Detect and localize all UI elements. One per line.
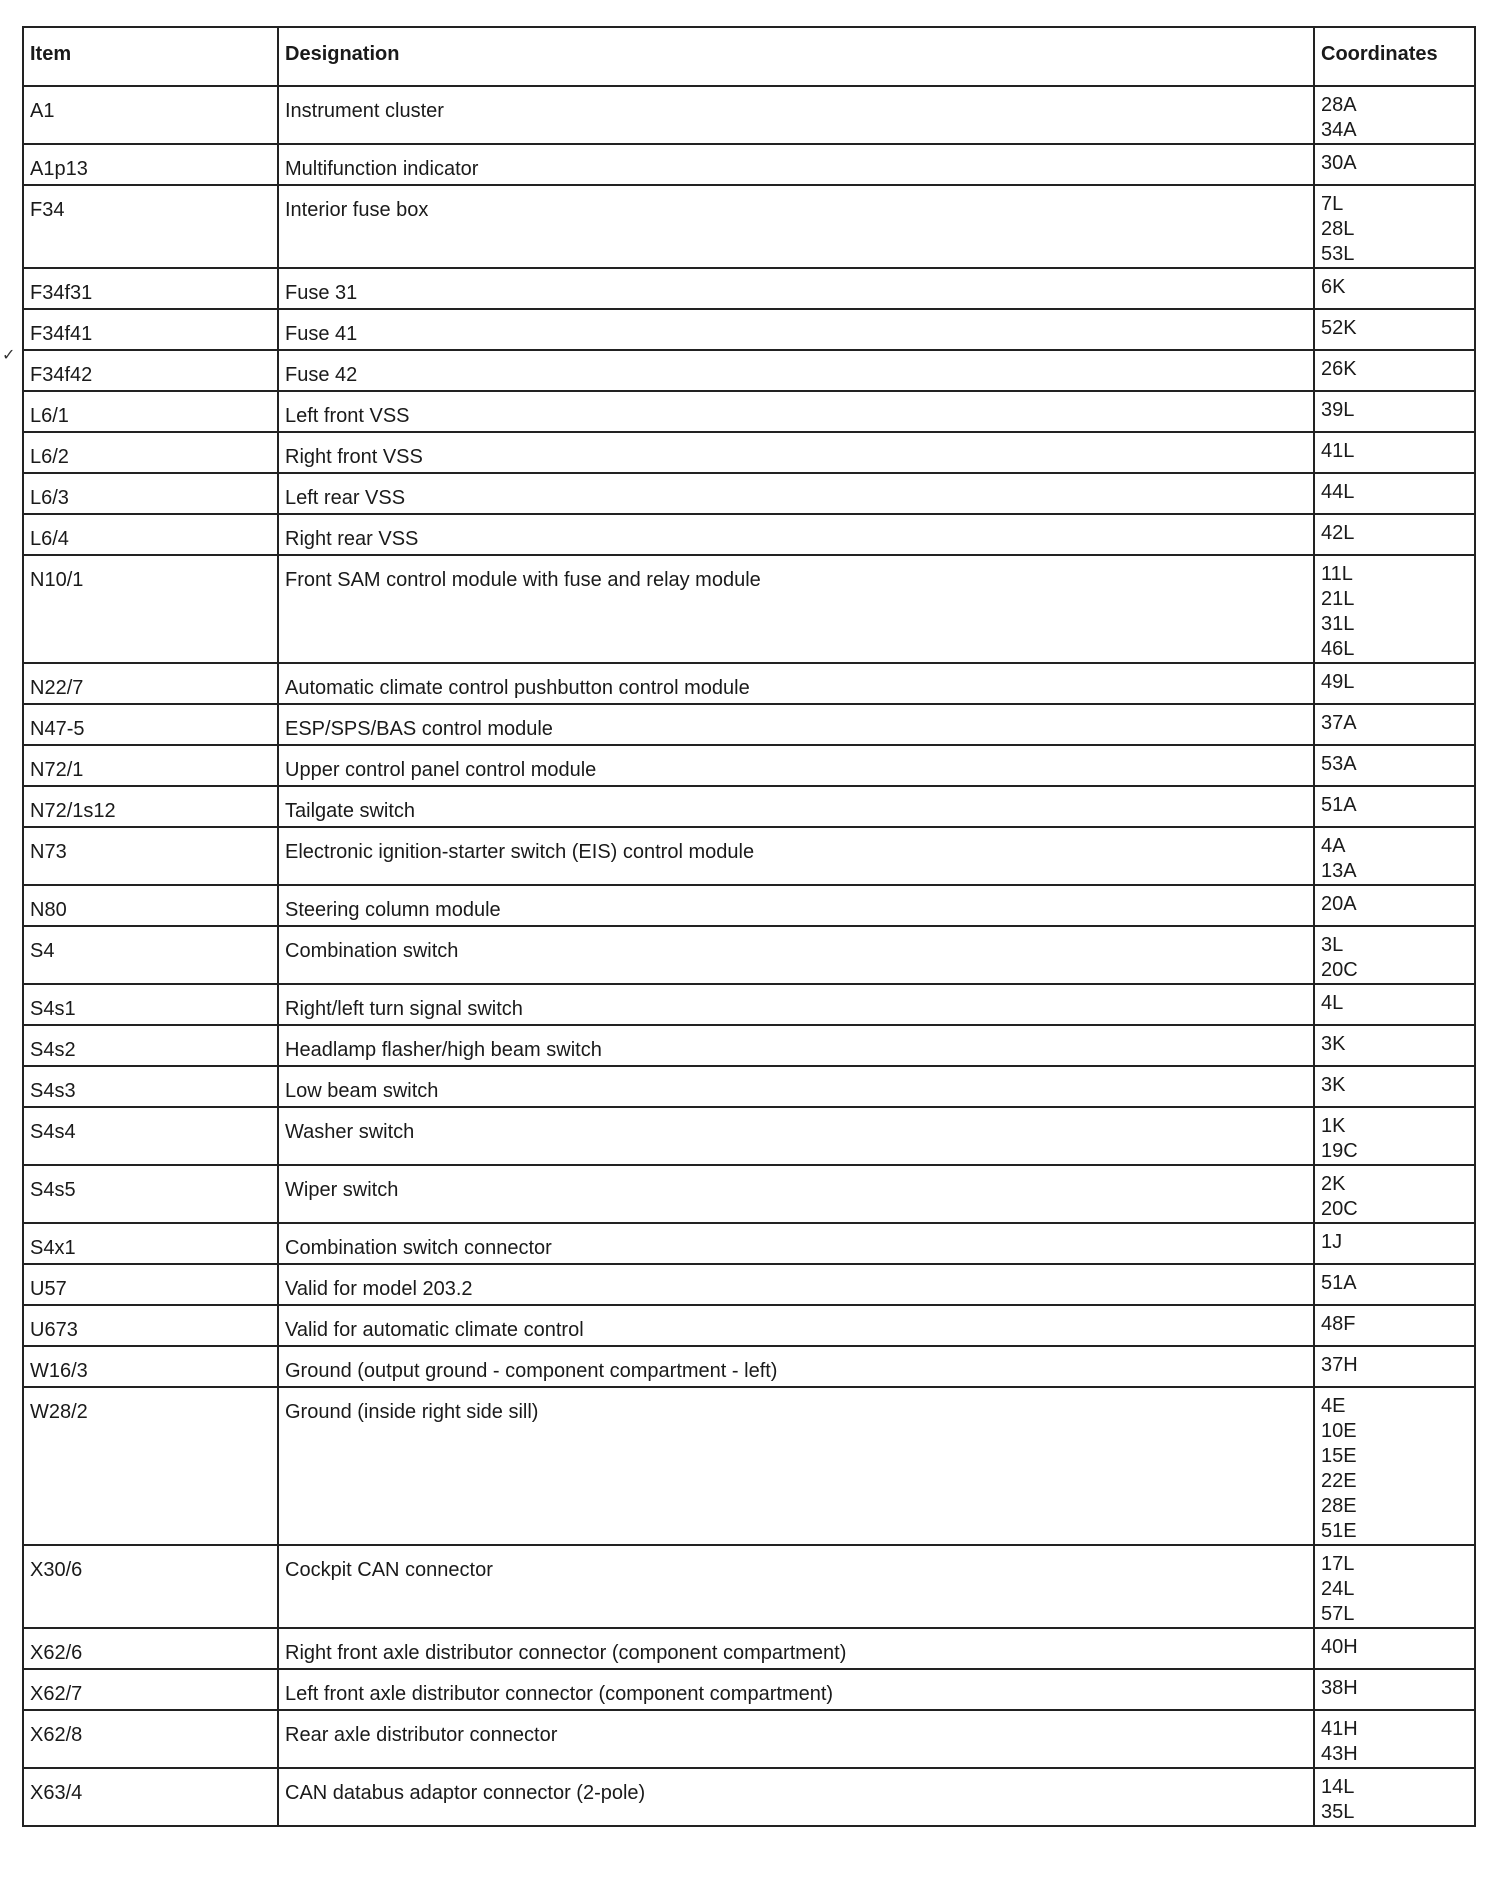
coordinate-value: 3L xyxy=(1321,934,1344,956)
coordinate-value: 51E xyxy=(1321,1520,1357,1542)
coordinate-value: 35L xyxy=(1321,1801,1355,1823)
cell-designation: Valid for model 203.2 xyxy=(278,1264,1314,1305)
header-designation: Designation xyxy=(278,27,1314,86)
coordinate-value: 4L xyxy=(1321,992,1344,1014)
coordinate-value: 28E xyxy=(1321,1495,1357,1517)
coordinate-value: 20A xyxy=(1321,893,1357,915)
coordinate-value: 24L xyxy=(1321,1578,1355,1600)
cell-coordinates xyxy=(1314,926,1475,984)
coordinate-value: 20C xyxy=(1321,1198,1358,1220)
table-row xyxy=(23,1305,1475,1346)
cell-coordinates xyxy=(1314,1264,1475,1305)
cell-coordinates xyxy=(1314,432,1475,473)
coordinate-value: 53L xyxy=(1321,243,1355,265)
cell-designation: Automatic climate control pushbutton control module xyxy=(278,663,1314,704)
cell-coordinates xyxy=(1314,473,1475,514)
cell-designation: Upper control panel control module xyxy=(278,745,1314,786)
coordinate-value: 28A xyxy=(1321,94,1357,116)
table-row xyxy=(23,1223,1475,1264)
cell-coordinates xyxy=(1314,1305,1475,1346)
cell-item: X62/8 xyxy=(23,1710,278,1768)
cell-item: L6/3 xyxy=(23,473,278,514)
table-row xyxy=(23,1346,1475,1387)
coordinate-value: 30A xyxy=(1321,152,1357,174)
coordinate-value: 7L xyxy=(1321,193,1344,215)
cell-item: S4s4 xyxy=(23,1107,278,1165)
cell-designation: Ground (output ground - component compartment - left) xyxy=(278,1346,1314,1387)
coordinate-value: 39L xyxy=(1321,399,1355,421)
cell-item: A1p13 xyxy=(23,144,278,185)
coordinate-value: 1J xyxy=(1321,1231,1343,1253)
cell-coordinates xyxy=(1314,984,1475,1025)
cell-item: F34 xyxy=(23,185,278,268)
cell-designation: Fuse 41 xyxy=(278,309,1314,350)
coordinate-value: 38H xyxy=(1321,1677,1358,1699)
table-row xyxy=(23,268,1475,309)
table-row xyxy=(23,391,1475,432)
cell-designation: Low beam switch xyxy=(278,1066,1314,1107)
cell-coordinates xyxy=(1314,1710,1475,1768)
table-row xyxy=(23,144,1475,185)
cell-item: F34f42 xyxy=(23,350,278,391)
cell-designation: Left front axle distributor connector (component compartment) xyxy=(278,1669,1314,1710)
cell-designation: Headlamp flasher/high beam switch xyxy=(278,1025,1314,1066)
coordinate-value: 46L xyxy=(1321,638,1355,660)
coordinate-value: 2K xyxy=(1321,1173,1346,1195)
cell-coordinates xyxy=(1314,827,1475,885)
cell-designation: Multifunction indicator xyxy=(278,144,1314,185)
coordinate-value: 37H xyxy=(1321,1354,1358,1376)
cell-item: W28/2 xyxy=(23,1387,278,1545)
coordinate-value: 22E xyxy=(1321,1470,1357,1492)
cell-item: S4s3 xyxy=(23,1066,278,1107)
table-row xyxy=(23,663,1475,704)
table-row xyxy=(23,1165,1475,1223)
table-row xyxy=(23,926,1475,984)
coordinate-value: 28L xyxy=(1321,218,1355,240)
header-row xyxy=(23,27,1475,86)
cell-designation: Wiper switch xyxy=(278,1165,1314,1223)
cell-coordinates xyxy=(1314,391,1475,432)
cell-coordinates xyxy=(1314,309,1475,350)
cell-designation: ESP/SPS/BAS control module xyxy=(278,704,1314,745)
cell-designation: Combination switch xyxy=(278,926,1314,984)
coordinate-value: 42L xyxy=(1321,522,1355,544)
cell-item: U673 xyxy=(23,1305,278,1346)
cell-designation: Instrument cluster xyxy=(278,86,1314,144)
coordinate-value: 40H xyxy=(1321,1636,1358,1658)
coordinate-value: 41L xyxy=(1321,440,1355,462)
cell-designation: Cockpit CAN connector xyxy=(278,1545,1314,1628)
table-row xyxy=(23,514,1475,555)
cell-designation: Right rear VSS xyxy=(278,514,1314,555)
coordinate-value: 51A xyxy=(1321,1272,1357,1294)
table-row xyxy=(23,1107,1475,1165)
table-row xyxy=(23,1387,1475,1545)
cell-item: N10/1 xyxy=(23,555,278,663)
cell-coordinates xyxy=(1314,786,1475,827)
coordinate-value: 1K xyxy=(1321,1115,1346,1137)
cell-designation: Washer switch xyxy=(278,1107,1314,1165)
coordinate-value: 31L xyxy=(1321,613,1355,635)
cell-item: N73 xyxy=(23,827,278,885)
table-row xyxy=(23,432,1475,473)
table-row xyxy=(23,786,1475,827)
coordinate-value: 34A xyxy=(1321,119,1357,141)
stray-pen-mark: ✓ xyxy=(2,347,16,364)
cell-coordinates xyxy=(1314,1346,1475,1387)
table-row xyxy=(23,885,1475,926)
cell-item: X62/7 xyxy=(23,1669,278,1710)
cell-designation: Rear axle distributor connector xyxy=(278,1710,1314,1768)
cell-item: U57 xyxy=(23,1264,278,1305)
table-row xyxy=(23,1066,1475,1107)
coordinate-value: 4E xyxy=(1321,1395,1346,1417)
coordinate-value: 15E xyxy=(1321,1445,1357,1467)
coordinate-value: 14L xyxy=(1321,1776,1355,1798)
cell-coordinates xyxy=(1314,1025,1475,1066)
cell-coordinates xyxy=(1314,1669,1475,1710)
cell-item: L6/4 xyxy=(23,514,278,555)
table-row xyxy=(23,1710,1475,1768)
cell-coordinates xyxy=(1314,745,1475,786)
cell-coordinates xyxy=(1314,514,1475,555)
coordinate-value: 49L xyxy=(1321,671,1355,693)
coordinate-value: 26K xyxy=(1321,358,1357,380)
header-item: Item xyxy=(23,27,278,86)
table-row xyxy=(23,704,1475,745)
table-row xyxy=(23,1025,1475,1066)
table-row xyxy=(23,1669,1475,1710)
coordinate-value: 4A xyxy=(1321,835,1346,857)
coordinate-value: 19C xyxy=(1321,1140,1358,1162)
coordinate-value: 6K xyxy=(1321,276,1346,298)
coordinate-value: 10E xyxy=(1321,1420,1357,1442)
table-row xyxy=(23,1628,1475,1669)
coordinate-value: 3K xyxy=(1321,1033,1346,1055)
cell-item: L6/1 xyxy=(23,391,278,432)
coordinate-value: 51A xyxy=(1321,794,1357,816)
coordinate-value: 43H xyxy=(1321,1743,1358,1765)
table-row xyxy=(23,309,1475,350)
cell-coordinates xyxy=(1314,350,1475,391)
coordinate-value: 3K xyxy=(1321,1074,1346,1096)
cell-designation: Front SAM control module with fuse and relay module xyxy=(278,555,1314,663)
cell-item: F34f41 xyxy=(23,309,278,350)
cell-designation: Left front VSS xyxy=(278,391,1314,432)
coordinate-value: 13A xyxy=(1321,860,1357,882)
table-row xyxy=(23,1768,1475,1826)
cell-item: X63/4 xyxy=(23,1768,278,1826)
cell-designation: Ground (inside right side sill) xyxy=(278,1387,1314,1545)
cell-coordinates xyxy=(1314,704,1475,745)
table-row xyxy=(23,350,1475,391)
cell-designation: Fuse 42 xyxy=(278,350,1314,391)
cell-coordinates xyxy=(1314,268,1475,309)
cell-coordinates xyxy=(1314,885,1475,926)
cell-coordinates xyxy=(1314,86,1475,144)
cell-coordinates xyxy=(1314,1165,1475,1223)
cell-coordinates xyxy=(1314,1545,1475,1628)
cell-coordinates xyxy=(1314,663,1475,704)
coordinate-value: 53A xyxy=(1321,753,1357,775)
cell-item: S4 xyxy=(23,926,278,984)
cell-designation: Tailgate switch xyxy=(278,786,1314,827)
table-row xyxy=(23,1264,1475,1305)
cell-coordinates xyxy=(1314,1628,1475,1669)
coordinate-value: 11L xyxy=(1321,563,1353,585)
coordinate-value: 57L xyxy=(1321,1603,1355,1625)
cell-designation: Left rear VSS xyxy=(278,473,1314,514)
cell-coordinates xyxy=(1314,144,1475,185)
cell-coordinates xyxy=(1314,1223,1475,1264)
cell-item: S4s1 xyxy=(23,984,278,1025)
coordinate-value: 17L xyxy=(1321,1553,1355,1575)
table-row xyxy=(23,1545,1475,1628)
cell-item: N47-5 xyxy=(23,704,278,745)
table-row xyxy=(23,86,1475,144)
cell-designation: Electronic ignition-starter switch (EIS) control module xyxy=(278,827,1314,885)
table-body xyxy=(23,86,1475,1826)
table-row xyxy=(23,555,1475,663)
coordinate-value: 44L xyxy=(1321,481,1355,503)
cell-coordinates xyxy=(1314,1107,1475,1165)
cell-designation: Combination switch connector xyxy=(278,1223,1314,1264)
cell-item: S4x1 xyxy=(23,1223,278,1264)
coordinate-value: 48F xyxy=(1321,1313,1356,1335)
header-coordinates: Coordinates xyxy=(1314,27,1475,86)
cell-item: F34f31 xyxy=(23,268,278,309)
cell-designation: Fuse 31 xyxy=(278,268,1314,309)
table-row xyxy=(23,185,1475,268)
cell-designation: Interior fuse box xyxy=(278,185,1314,268)
cell-designation: Right front VSS xyxy=(278,432,1314,473)
cell-designation: Right/left turn signal switch xyxy=(278,984,1314,1025)
item-designation-table xyxy=(22,26,1476,1827)
coordinate-value: 52K xyxy=(1321,317,1357,339)
cell-item: S4s2 xyxy=(23,1025,278,1066)
table-row xyxy=(23,984,1475,1025)
coordinate-value: 20C xyxy=(1321,959,1358,981)
cell-coordinates xyxy=(1314,1768,1475,1826)
cell-item: N22/7 xyxy=(23,663,278,704)
cell-coordinates xyxy=(1314,555,1475,663)
cell-designation: CAN databus adaptor connector (2-pole) xyxy=(278,1768,1314,1826)
cell-designation: Right front axle distributor connector (component compartment) xyxy=(278,1628,1314,1669)
coordinate-value: 37A xyxy=(1321,712,1357,734)
cell-item: X62/6 xyxy=(23,1628,278,1669)
cell-item: L6/2 xyxy=(23,432,278,473)
cell-designation: Valid for automatic climate control xyxy=(278,1305,1314,1346)
cell-coordinates xyxy=(1314,185,1475,268)
cell-item: W16/3 xyxy=(23,1346,278,1387)
table-row xyxy=(23,745,1475,786)
cell-coordinates xyxy=(1314,1387,1475,1545)
cell-coordinates xyxy=(1314,1066,1475,1107)
cell-item: N72/1 xyxy=(23,745,278,786)
table-row xyxy=(23,827,1475,885)
cell-item: N80 xyxy=(23,885,278,926)
table-row xyxy=(23,473,1475,514)
cell-item: S4s5 xyxy=(23,1165,278,1223)
cell-item: X30/6 xyxy=(23,1545,278,1628)
cell-item: A1 xyxy=(23,86,278,144)
cell-item: N72/1s12 xyxy=(23,786,278,827)
coordinate-value: 21L xyxy=(1321,588,1355,610)
coordinate-value: 41H xyxy=(1321,1718,1358,1740)
cell-designation: Steering column module xyxy=(278,885,1314,926)
